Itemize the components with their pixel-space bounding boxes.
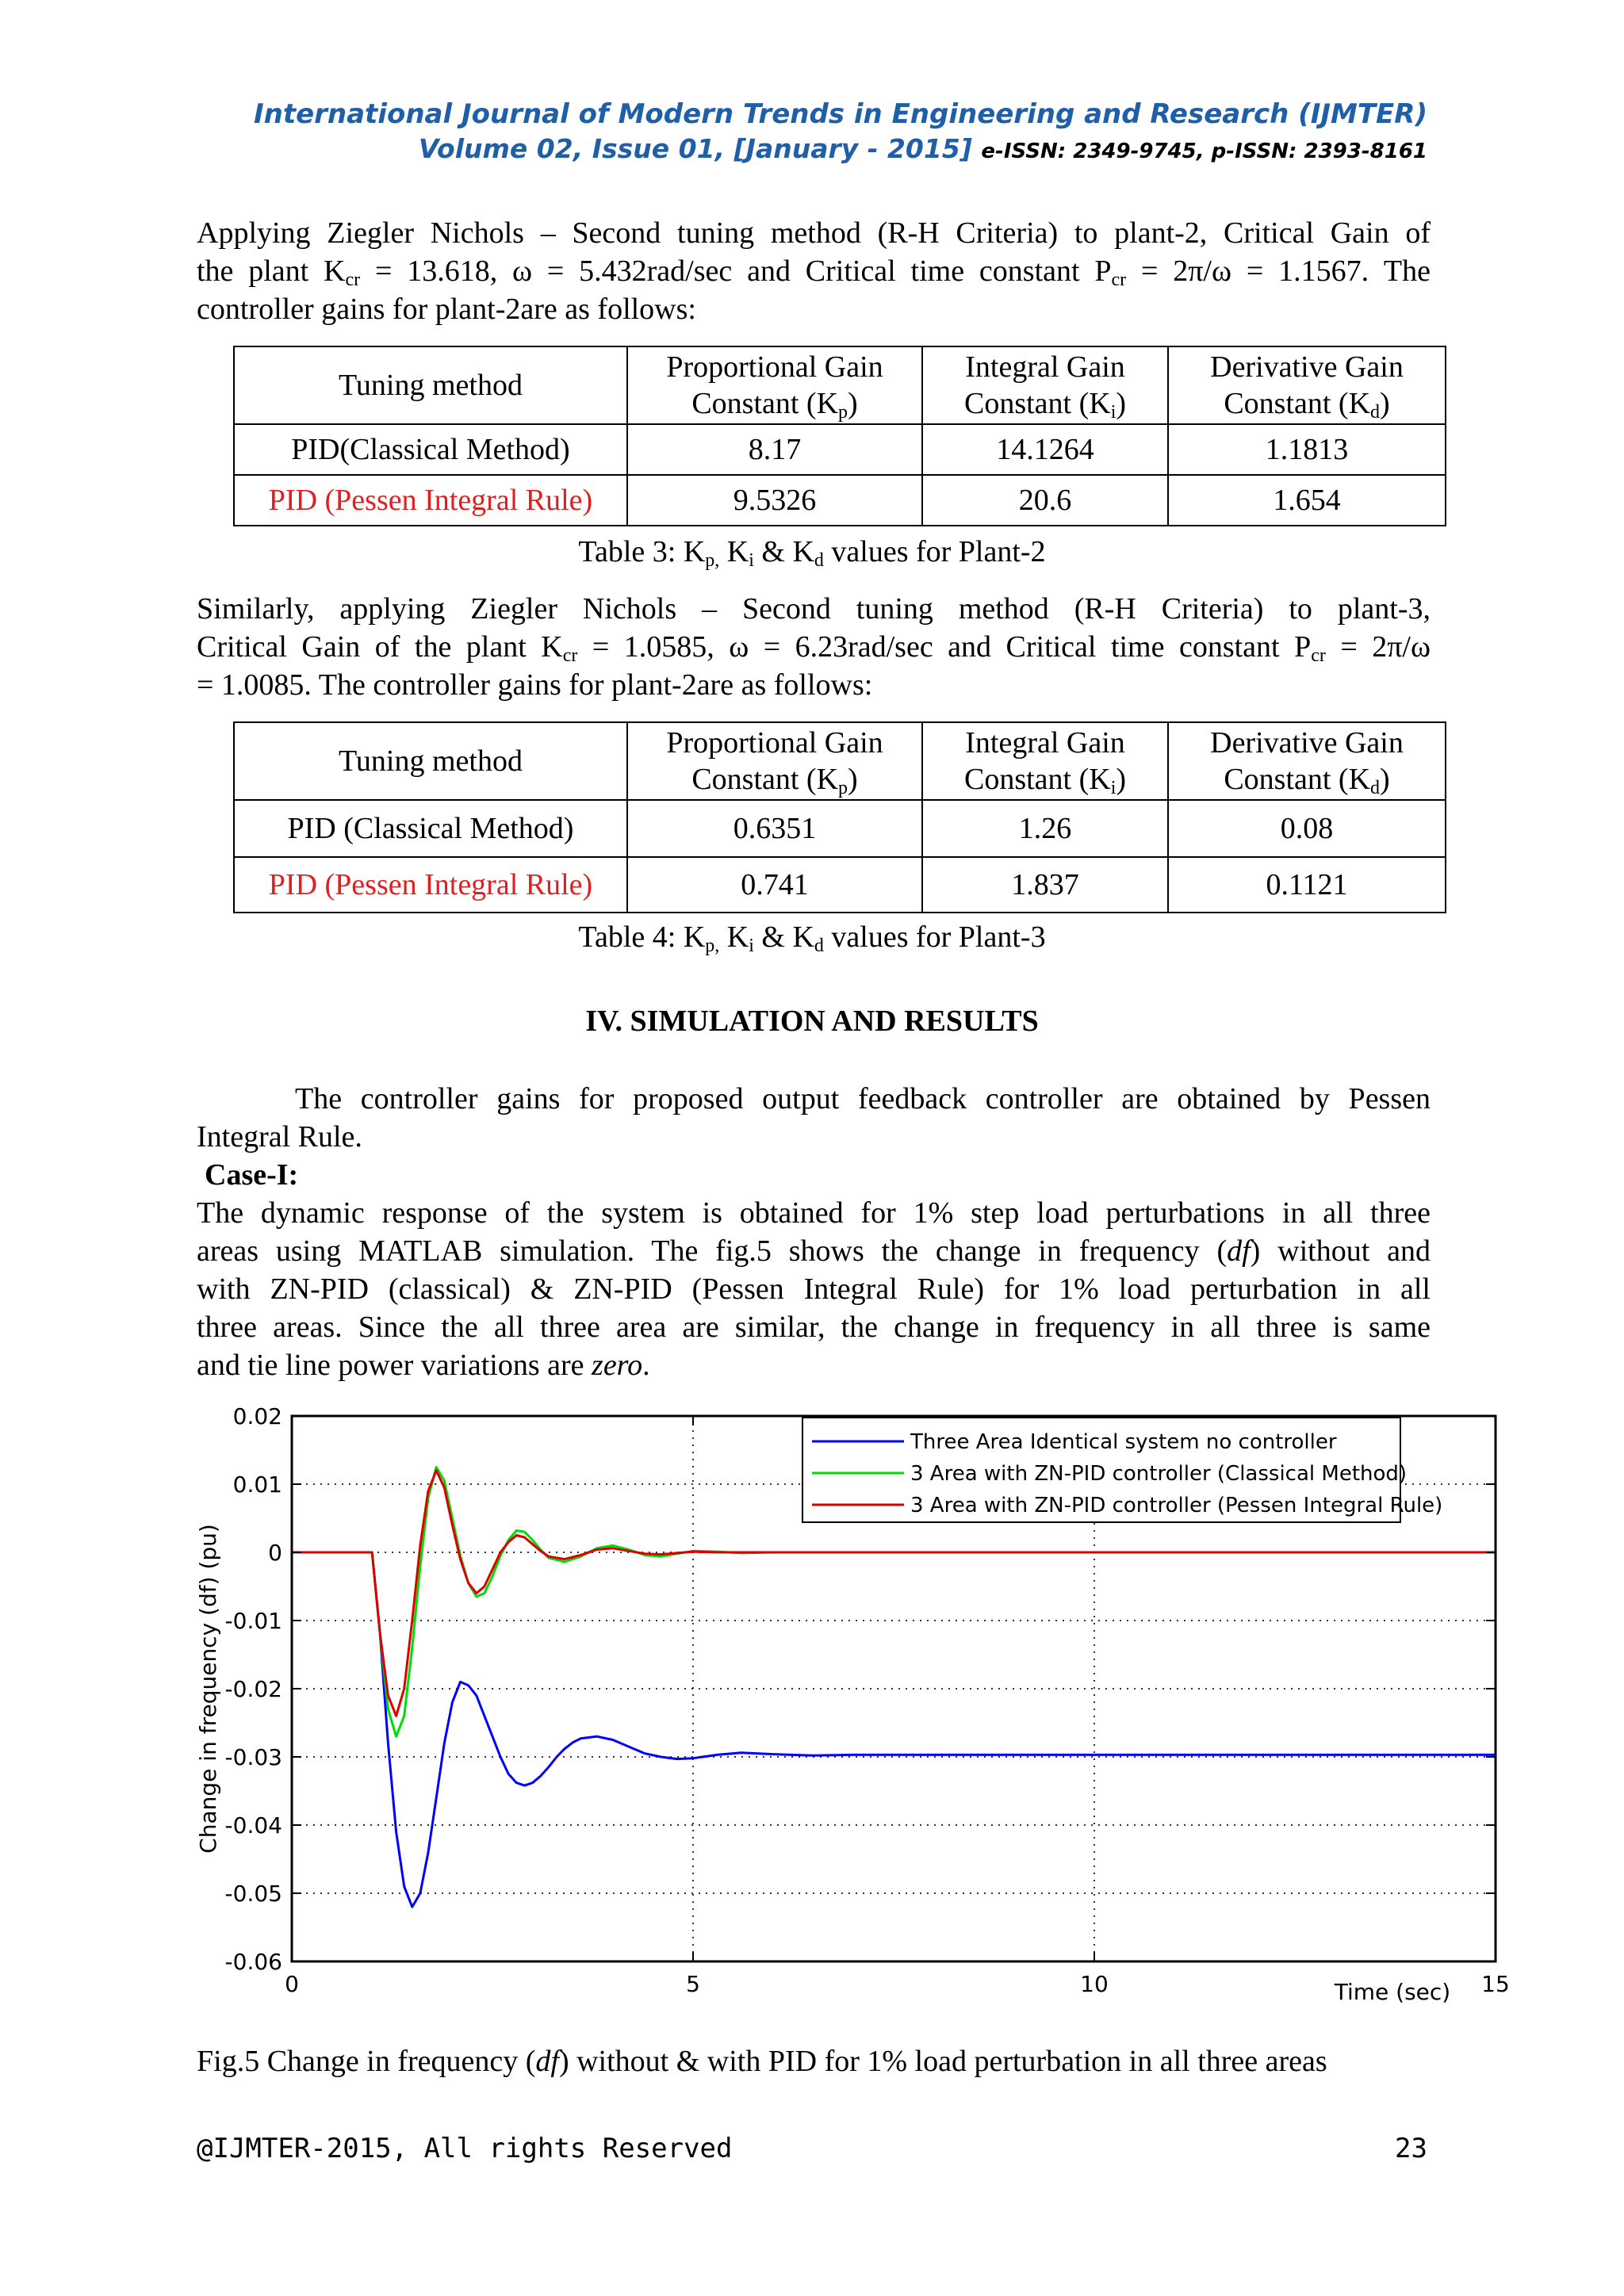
journal-issn: e-ISSN: 2349-9745, p-ISSN: 2393-8161	[981, 140, 1427, 163]
paragraph-gains-intro	[197, 1080, 1431, 1156]
y-tick-label: -0.05	[224, 1881, 282, 1907]
table-cell: 0.08	[1168, 800, 1446, 857]
table-plant3-gains	[233, 721, 1446, 913]
table-cell: 8.17	[627, 424, 922, 475]
table4-caption: Table 4: $K_{p,}$ $K_i$ & $K_d$ values for Plant-3	[578, 920, 1046, 956]
footer-copyright: @IJMTER-2015, All rights Reserved	[197, 2133, 733, 2164]
paragraph-line: controller gains for plant-2are as follows:	[197, 293, 696, 326]
table-header-cell: Tuning method	[234, 722, 627, 800]
chart-legend	[802, 1418, 1442, 1522]
x-tick-label: 5	[686, 1971, 700, 1997]
paragraph-line: with ZN-PID (classical) & ZN-PID (Pessen Integral Rule) for 1% load perturbation in all	[197, 1272, 1431, 1306]
table-cell: 0.741	[627, 857, 922, 913]
figure-caption: Fig.5 Change in frequency (df) without & with PID for 1% load perturbation in all three areas	[197, 2045, 1327, 2078]
y-axis-label: Change in frequency (df) (pu)	[195, 1524, 221, 1854]
legend-label: 3 Area with ZN-PID controller (Pessen Integral Rule)	[910, 1494, 1443, 1517]
journal-title: International Journal of Modern Trends in Engineering and Research (IJMTER)	[253, 98, 1427, 130]
table-cell: 0.6351	[627, 800, 922, 857]
table-header-cell: Proportional Gain Constant $(K_p)$	[627, 722, 922, 800]
table-row	[234, 424, 1446, 475]
x-tick-label: 0	[285, 1971, 299, 1997]
table-header-row	[234, 346, 1446, 424]
journal-volume: Volume 02, Issue 01, [January - 2015]	[418, 133, 972, 164]
paragraph-line: and tie line power variations are zero.	[197, 1349, 650, 1382]
table-header-cell: Derivative Gain Constant $(K_d)$	[1168, 346, 1446, 424]
table-row	[234, 475, 1446, 526]
paragraph-line: the plant $K_{cr} = 13.618$, ω = 5.432rad/sec and Critical time constant $P_{cr} = 2\pi/\omega = 1.1567$. The	[197, 254, 1431, 290]
x-tick-label: 10	[1080, 1971, 1109, 1997]
x-axis-label: Time (sec)	[1334, 1979, 1451, 2005]
table-cell: 1.837	[922, 857, 1168, 913]
paragraph-line: three areas. Since the all three area are similar, the change in frequency in all three is same	[197, 1311, 1431, 1344]
series-line-1	[292, 1552, 1496, 1907]
table-cell: PID(Classical Method)	[234, 424, 627, 475]
series-line-2	[292, 1468, 789, 1737]
table-cell: 9.5326	[627, 475, 922, 526]
frequency-response-chart	[190, 1400, 1519, 2019]
y-tick-label: 0	[268, 1540, 282, 1566]
table-plant2-gains	[233, 346, 1446, 526]
paragraph-line: Applying Ziegler Nichols – Second tuning method (R-H Criteria) to plant-2, Critical Gain of	[197, 216, 1431, 250]
table-header-cell: Proportional Gain Constant $(K_p)$	[627, 346, 922, 424]
y-tick-label: -0.04	[224, 1812, 282, 1839]
paragraph-line: areas using MATLAB simulation. The fig.5 shows the change in frequency (df) without and	[197, 1234, 1431, 1268]
y-tick-label: 0.01	[232, 1471, 282, 1498]
paragraph-case1	[197, 1194, 1431, 1384]
y-tick-label: -0.03	[224, 1744, 282, 1770]
paragraph-line: Integral Rule.	[197, 1120, 362, 1154]
table-cell: PID (Pessen Integral Rule)	[234, 475, 627, 526]
legend-label: 3 Area with ZN-PID controller (Classical Method)	[910, 1462, 1408, 1486]
chart-series	[292, 1468, 1496, 1908]
table-cell: 1.26	[922, 800, 1168, 857]
paragraph-line: The dynamic response of the system is obtained for 1% step load perturbations in all three	[197, 1196, 1431, 1230]
y-tick-label: -0.02	[224, 1676, 282, 1702]
table-cell: 1.654	[1168, 475, 1446, 526]
table-cell: 14.1264	[922, 424, 1168, 475]
table-cell: 20.6	[922, 475, 1168, 526]
table-row	[234, 800, 1446, 857]
y-tick-label: 0.02	[232, 1403, 282, 1429]
paragraph-line: Critical Gain of the plant $K_{cr} = 1.0585$, ω = 6.23rad/sec and Critical time constant $P_{cr} = 2\pi/\omega$	[197, 630, 1431, 666]
section-title: IV. SIMULATION AND RESULTS	[585, 1004, 1039, 1038]
y-tick-label: -0.01	[224, 1608, 282, 1634]
y-tick-label: -0.06	[224, 1949, 282, 1975]
paragraph-plant2	[197, 214, 1431, 328]
table-header-row	[234, 722, 1446, 800]
table-row	[234, 857, 1446, 913]
page-number: 23	[1395, 2133, 1427, 2164]
paragraph-plant3	[197, 590, 1431, 704]
x-tick-label: 15	[1481, 1971, 1510, 1997]
journal-volume-line	[419, 133, 1427, 164]
paragraph-line: = 1.0085. The controller gains for plant-2are as follows:	[197, 668, 873, 702]
table-cell: PID (Classical Method)	[234, 800, 627, 857]
table-cell: 0.1121	[1168, 857, 1446, 913]
table-header-cell: Tuning method	[234, 346, 627, 424]
table-cell: PID (Pessen Integral Rule)	[234, 857, 627, 913]
table-header-cell: Integral Gain Constant $(K_i)$	[922, 722, 1168, 800]
table-header-cell: Derivative Gain Constant $(K_d)$	[1168, 722, 1446, 800]
table-cell: 1.1813	[1168, 424, 1446, 475]
legend-label: Three Area Identical system no controller	[910, 1430, 1337, 1454]
table-header-cell: Integral Gain Constant $(K_i)$	[922, 346, 1168, 424]
table3-caption: Table 3: $K_{p,}$ $K_i$ & $K_d$ values for Plant-2	[578, 535, 1046, 571]
case-label: Case-I:	[205, 1158, 299, 1192]
paragraph-line: The controller gains for proposed output feedback controller are obtained by Pessen	[295, 1082, 1431, 1115]
paragraph-line: Similarly, applying Ziegler Nichols – Second tuning method (R-H Criteria) to plant-3,	[197, 592, 1431, 626]
